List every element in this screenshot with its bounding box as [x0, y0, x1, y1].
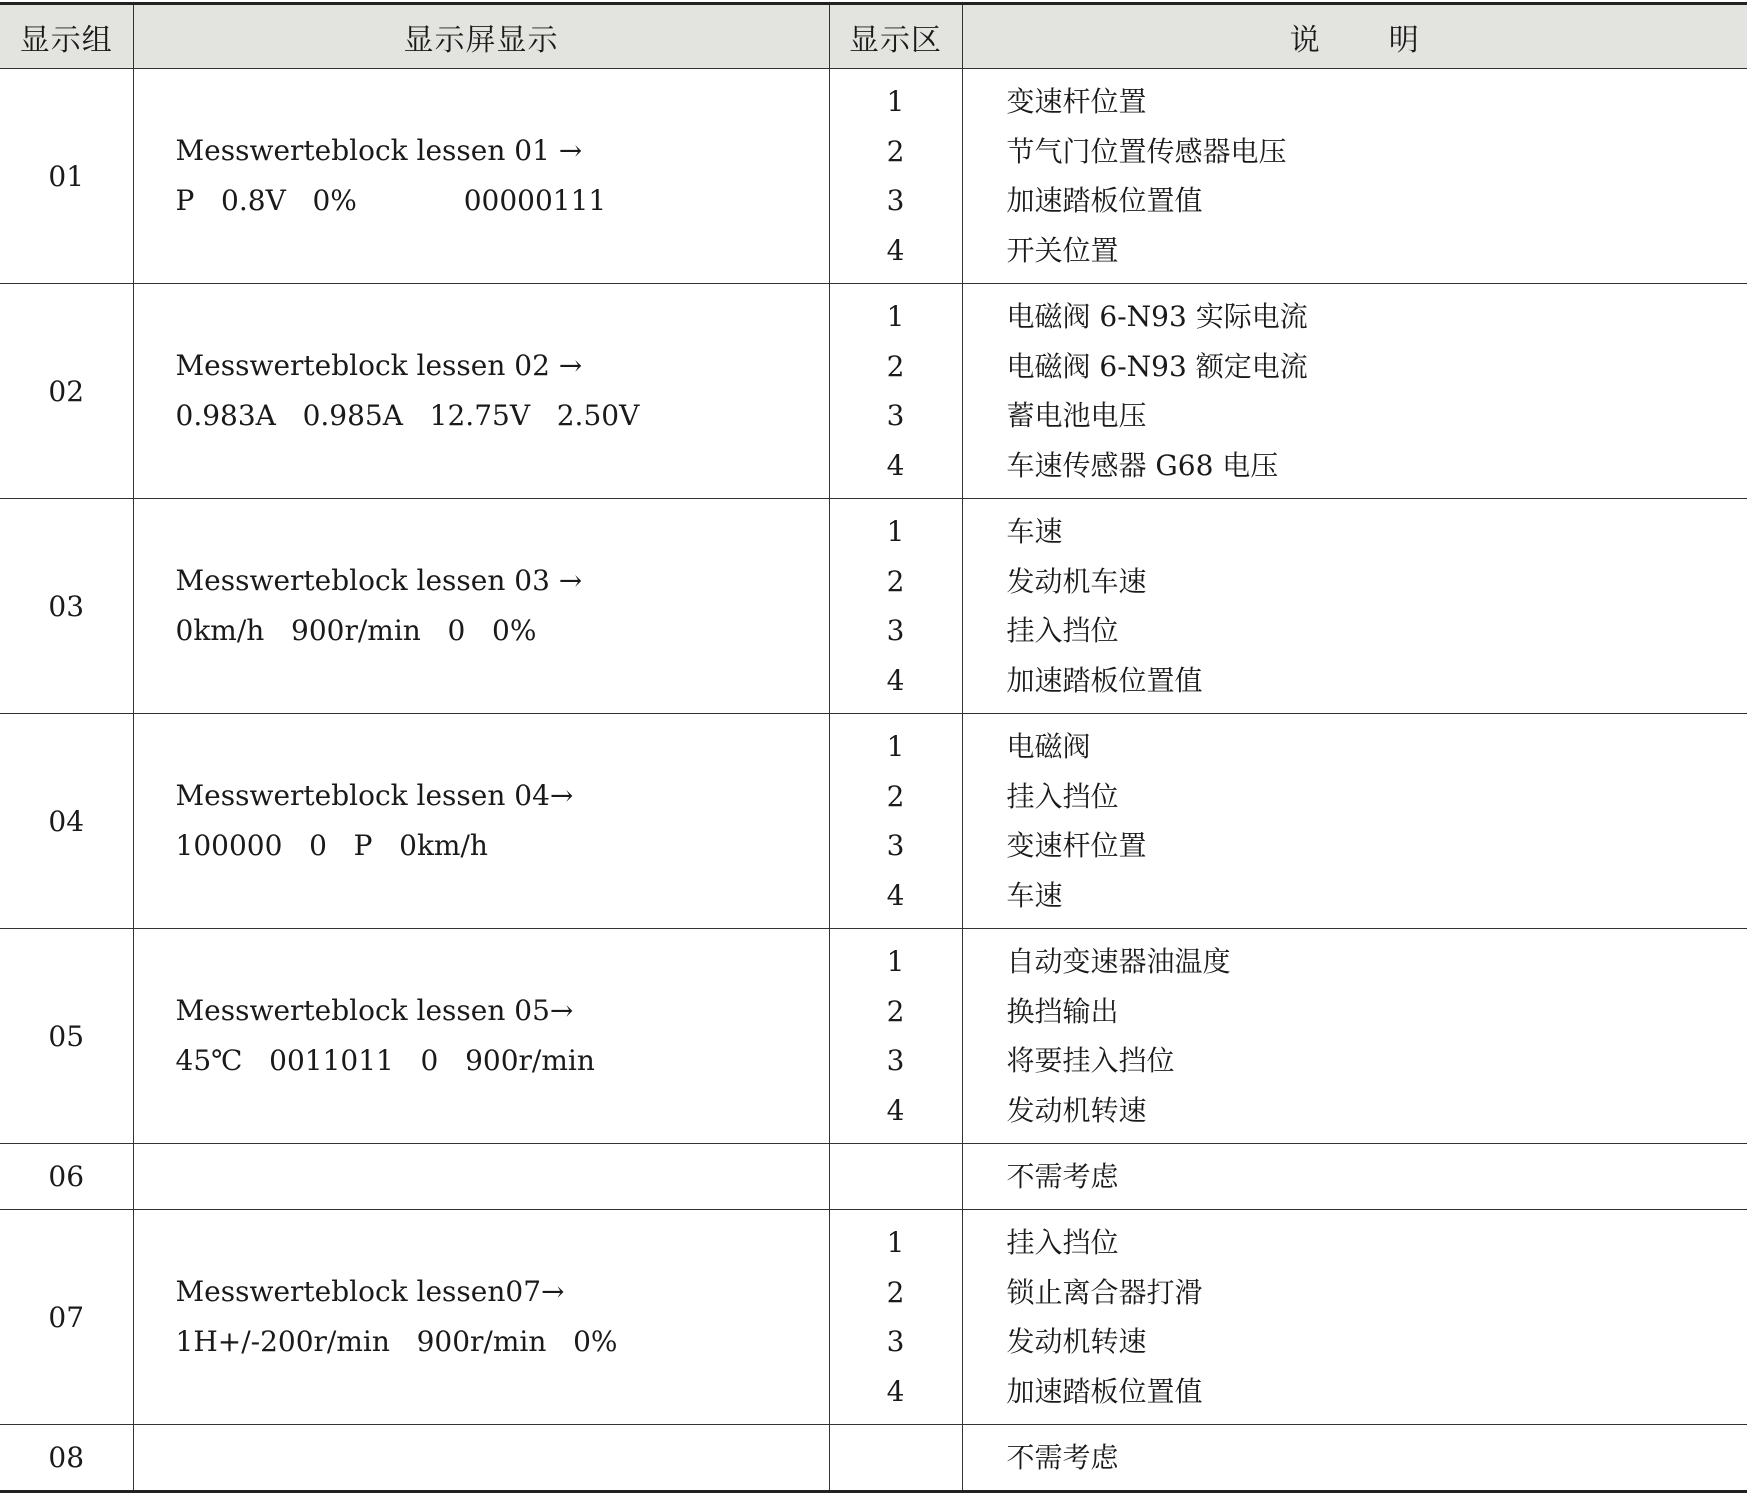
table-row — [0, 69, 1747, 284]
desc-line: 不需考虑 — [1006, 1440, 1119, 1474]
zone-cell — [829, 69, 962, 284]
zone-number: 4 — [886, 1374, 905, 1408]
zone-number: 3 — [886, 829, 905, 862]
table-header-row — [0, 4, 1747, 69]
zone-cell — [829, 1144, 962, 1210]
zone-cell — [829, 929, 962, 1144]
zone-cell — [829, 1425, 962, 1492]
screen-cell — [133, 284, 829, 499]
zone-number: 1 — [886, 300, 905, 333]
screen-line: Messwerteblock lessen 02 → — [175, 349, 583, 382]
screen-line: Messwerteblock lessen 05→ — [175, 994, 574, 1027]
desc-line: 车速 — [1006, 878, 1063, 912]
desc-line: 将要挂入挡位 — [1006, 1044, 1175, 1077]
header-group: 显示组 — [0, 4, 133, 69]
screen-cell — [133, 499, 829, 714]
group-cell: 06 — [0, 1144, 133, 1210]
desc-line: 自动变速器油温度 — [1006, 945, 1231, 978]
screen-line: 100000 0 P 0km/h — [175, 829, 488, 862]
zone-number: 3 — [886, 399, 905, 432]
table-row — [0, 284, 1747, 499]
zone-number: 4 — [886, 233, 905, 267]
group-cell: 07 — [0, 1210, 133, 1425]
screen-line: 45℃ 0011011 0 900r/min — [175, 1044, 595, 1077]
group-cell: 04 — [0, 714, 133, 929]
zone-number: 1 — [886, 730, 905, 763]
zone-number: 3 — [886, 614, 905, 647]
screen-line: Messwerteblock lessen07→ — [175, 1275, 565, 1308]
zone-number: 2 — [886, 134, 905, 168]
desc-line: 发动机车速 — [1006, 564, 1147, 598]
diagnostic-data-table — [0, 2, 1747, 1493]
screen-line: Messwerteblock lessen 03 → — [175, 564, 583, 597]
desc-cell — [962, 714, 1747, 929]
desc-cell — [962, 69, 1747, 284]
desc-line: 挂入挡位 — [1006, 614, 1119, 647]
zone-number: 4 — [886, 663, 905, 697]
table-row — [0, 1144, 1747, 1210]
zone-cell — [829, 284, 962, 499]
zone-number: 1 — [886, 515, 905, 548]
screen-line: 0km/h 900r/min 0 0% — [175, 614, 537, 647]
screen-cell — [133, 1210, 829, 1425]
desc-line: 不需考虑 — [1006, 1159, 1119, 1193]
screen-cell — [133, 714, 829, 929]
table-row — [0, 1425, 1747, 1492]
desc-cell — [962, 499, 1747, 714]
header-screen: 显示屏显示 — [133, 4, 829, 69]
zone-number: 3 — [886, 184, 905, 217]
desc-line: 电磁阀 — [1006, 730, 1091, 763]
desc-line: 电磁阀 6-N93 实际电流 — [1006, 300, 1308, 333]
desc-line: 开关位置 — [1006, 233, 1119, 267]
screen-cell — [133, 1425, 829, 1492]
desc-line: 加速踏板位置值 — [1006, 184, 1203, 217]
desc-line: 挂入挡位 — [1006, 1226, 1119, 1259]
zone-cell — [829, 1210, 962, 1425]
zone-number: 2 — [886, 779, 905, 813]
desc-line: 变速杆位置 — [1006, 85, 1147, 118]
screen-line: P 0.8V 0% 00000111 — [175, 184, 607, 217]
screen-line: Messwerteblock lessen 04→ — [175, 779, 574, 812]
zone-number: 4 — [886, 878, 905, 912]
group-cell: 02 — [0, 284, 133, 499]
zone-number: 4 — [886, 1093, 905, 1127]
desc-line: 加速踏板位置值 — [1006, 1374, 1203, 1408]
zone-number: 3 — [886, 1044, 905, 1077]
desc-line: 电磁阀 6-N93 额定电流 — [1006, 349, 1308, 383]
table-row — [0, 1210, 1747, 1425]
zone-number: 2 — [886, 1275, 905, 1309]
zone-number: 1 — [886, 1226, 905, 1259]
desc-line: 节气门位置传感器电压 — [1006, 134, 1287, 168]
zone-number: 1 — [886, 945, 905, 978]
screen-cell — [133, 929, 829, 1144]
table-row — [0, 499, 1747, 714]
desc-line: 加速踏板位置值 — [1006, 663, 1203, 697]
desc-cell — [962, 1144, 1747, 1210]
desc-cell — [962, 1425, 1747, 1492]
desc-line: 车速 — [1006, 515, 1063, 548]
screen-line: 0.983A 0.985A 12.75V 2.50V — [175, 399, 640, 432]
screen-line: Messwerteblock lessen 01 → — [175, 134, 583, 167]
zone-cell — [829, 714, 962, 929]
screen-cell — [133, 69, 829, 284]
desc-cell — [962, 929, 1747, 1144]
desc-line: 锁止离合器打滑 — [1006, 1275, 1203, 1309]
header-desc: 说 明 — [962, 4, 1747, 69]
zone-number: 2 — [886, 994, 905, 1028]
table-row — [0, 714, 1747, 929]
desc-line: 发动机转速 — [1006, 1093, 1147, 1127]
desc-line: 车速传感器 G68 电压 — [1006, 448, 1279, 482]
zone-number: 2 — [886, 564, 905, 598]
group-cell: 03 — [0, 499, 133, 714]
zone-number: 3 — [886, 1325, 905, 1358]
group-cell: 08 — [0, 1425, 133, 1492]
zone-cell — [829, 499, 962, 714]
desc-cell — [962, 284, 1747, 499]
group-cell: 01 — [0, 69, 133, 284]
group-cell: 05 — [0, 929, 133, 1144]
zone-number: 4 — [886, 448, 905, 482]
header-zone: 显示区 — [829, 4, 962, 69]
zone-number: 1 — [886, 85, 905, 118]
screen-cell — [133, 1144, 829, 1210]
zone-number: 2 — [886, 349, 905, 383]
screen-line: 1H+/-200r/min 900r/min 0% — [175, 1325, 618, 1358]
desc-line: 发动机转速 — [1006, 1325, 1147, 1358]
desc-line: 变速杆位置 — [1006, 829, 1147, 862]
desc-line: 挂入挡位 — [1006, 779, 1119, 813]
desc-line: 蓄电池电压 — [1006, 399, 1147, 432]
table-row — [0, 929, 1747, 1144]
desc-cell — [962, 1210, 1747, 1425]
desc-line: 换挡输出 — [1006, 994, 1119, 1028]
